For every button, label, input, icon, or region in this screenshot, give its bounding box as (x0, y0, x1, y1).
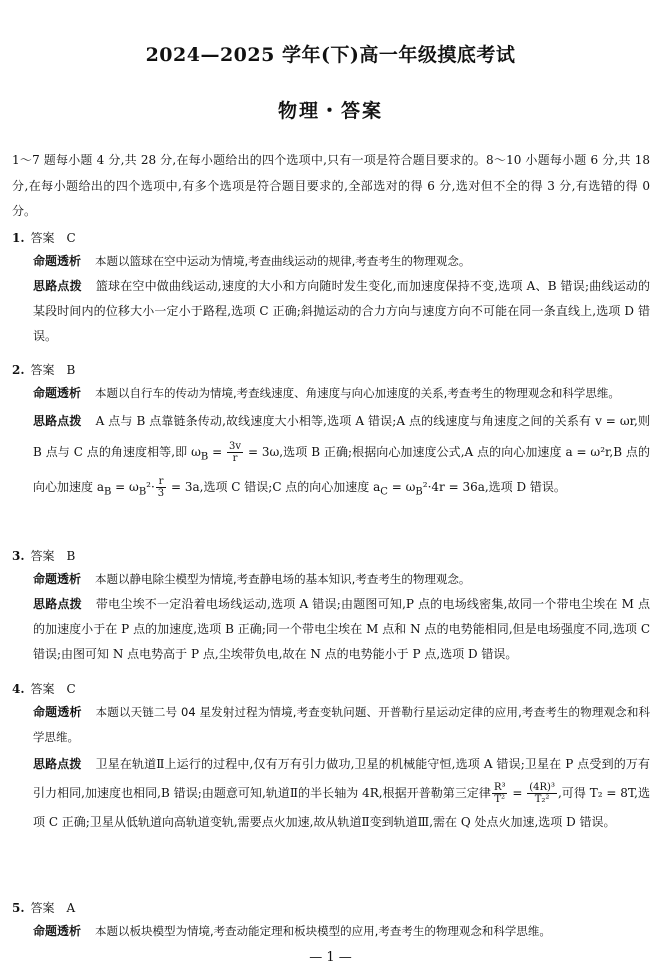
subscript-c: C (380, 486, 388, 498)
answer-label: 答案 (30, 682, 55, 696)
analysis-row (12, 381, 650, 406)
hint-text-2b: ²· (146, 480, 155, 495)
answer-option: B (66, 549, 76, 563)
subscript-b: B (103, 486, 112, 498)
question-number: 5. (12, 901, 25, 915)
analysis-label: 命题透析 (33, 705, 82, 719)
analysis-label: 命题透析 (33, 254, 82, 268)
answer-line (12, 545, 650, 567)
fraction-4r3-over-t2 (527, 782, 557, 805)
answer-label: 答案 (30, 901, 55, 915)
subscript-b: B (200, 451, 209, 463)
answer-option: B (66, 363, 76, 377)
hint-text-1: 卫星在轨道Ⅱ上运行的过程中,仅有万有引力做功,卫星的机械能守恒,选项 A 错误;卫星在 P 点受到的万有引力相同,加速度也相同,B 错误;由题意可知,轨道Ⅱ的半长轴为 4R,根据开普勒第三定律 (33, 757, 650, 800)
subscript-b: B (415, 486, 423, 498)
question-3 (12, 545, 650, 667)
hint-label: 思路点拨 (33, 757, 82, 771)
equals-omega: = ω (387, 480, 416, 495)
fraction-numerator: (4R)³ (529, 782, 555, 793)
fraction-denominator: T₂² (534, 794, 550, 805)
question-4 (12, 678, 650, 837)
answer-label: 答案 (30, 363, 55, 377)
scoring-instructions: 1～7 题每小题 4 分,共 28 分,在每小题给出的四个选项中,只有一项是符合题目要求的。8～10 小题每小题 6 分,共 18 分,在每小题给出的四个选项中,有多个选项是符合题目要求的,全部选对的得 6 分,选对但不全的得 3 分,有选错的得 0 分。 (12, 153, 650, 218)
question-number: 2. (12, 363, 25, 377)
analysis-text: 本题以静电除尘模型为情境,考查静电场的基本知识,考查考生的物理观念。 (95, 572, 471, 586)
question-2 (12, 359, 650, 508)
fraction-denominator: r (232, 453, 238, 464)
answer-line (12, 227, 650, 249)
analysis-label: 命题透析 (33, 386, 82, 400)
hint-label: 思路点拨 (33, 597, 82, 611)
equals: = (508, 786, 527, 800)
fraction-numerator: 3v (229, 441, 242, 452)
equals-omega: = ω (111, 480, 139, 495)
hint-text-2: ,可得 T₂ = 8T,选项 C 正确;卫星从低轨道向高轨道变轨,需要点火加速,故从轨道Ⅱ变到轨道Ⅲ,需在 Q 处点火加速,选项 D 错误。 (33, 786, 651, 829)
fraction-numerator: R³ (493, 782, 506, 793)
analysis-row (12, 567, 650, 592)
fraction-numerator: r (156, 476, 166, 488)
answer-line (12, 678, 650, 700)
analysis-label: 命题透析 (33, 572, 82, 586)
analysis-text: 本题以天链二号 04 星发射过程为情境,考查变轨问题、开普勒行星运动定律的应用,考查考生的物理观念和科学思维。 (33, 705, 650, 744)
analysis-row (12, 919, 650, 944)
question-number: 1. (12, 231, 25, 245)
fraction-3v-over-r (227, 441, 243, 464)
hint-row (12, 274, 650, 349)
hint-text-3: = 3a,选项 C 错误;C 点的向心加速度 a (167, 480, 381, 495)
analysis-text: 本题以自行车的传动为情境,考查线速度、角速度与向心加速度的关系,考查考生的物理观念和科学思维。 (95, 386, 620, 400)
page-title: 2024—2025 学年(下)高一年级摸底考试 (145, 44, 516, 66)
analysis-text: 本题以篮球在空中运动为情境,考查曲线运动的规律,考查考生的物理观念。 (95, 254, 471, 268)
hint-label: 思路点拨 (33, 279, 82, 293)
question-1 (12, 227, 650, 349)
answer-option: C (66, 682, 76, 696)
fraction-denominator: T² (494, 794, 506, 805)
hint-row (12, 592, 650, 667)
answer-label: 答案 (30, 231, 55, 245)
fraction-r3-over-t2 (492, 782, 508, 805)
analysis-label: 命题透析 (33, 924, 82, 938)
fraction-denominator: 3 (157, 488, 165, 500)
answer-option: C (66, 231, 76, 245)
hint-row (12, 406, 650, 508)
hint-label: 思路点拨 (33, 414, 82, 428)
answer-label: 答案 (30, 549, 55, 563)
hint-text: 篮球在空中做曲线运动,速度的大小和方向随时发生变化,而加速度保持不变,选项 A、B 错误;曲线运动的某段时间内的位移大小一定小于路程,选项 C 正确;斜抛运动的合力方向与速度方向不可能在同一条直线上,选项 D 错误。 (33, 279, 650, 343)
answer-option: A (66, 901, 76, 915)
fraction-r-over-3 (156, 476, 166, 499)
answer-line (12, 359, 650, 381)
analysis-text: 本题以板块模型为情境,考查动能定理和板块模型的应用,考查考生的物理观念和科学思维。 (95, 924, 551, 938)
subscript-b: B (138, 486, 147, 498)
question-number: 4. (12, 682, 25, 696)
hint-row (12, 750, 650, 837)
hint-text-1: A 点与 B 点靠链条传动,故线速度大小相等,选项 A 错误;A 点的线速度与角速度之间的关系有 v = ωr,则 B 点与 C 点的角速度相等,即 ω (33, 414, 650, 459)
page-number: — 1 — (309, 950, 352, 965)
hint-text-4: ²·4r = 36a,选项 D 错误。 (422, 480, 566, 495)
hint-text: 带电尘埃不一定沿着电场线运动,选项 A 错误;由题图可知,P 点的电场线密集,故同一个带电尘埃在 M 点的加速度小于在 P 点的加速度,选项 B 正确;同一个带电尘埃在 M 点和 N 点的电势能相同,但是电场强度不同,选项 C 错误;由图可知 N 点电势高于 P 点,尘埃带负电,故在 N 点的电势能小于 P 点,选项 D 错误。 (33, 597, 650, 661)
analysis-row (12, 249, 650, 274)
answer-line (12, 897, 650, 919)
question-5 (12, 897, 650, 944)
question-number: 3. (12, 549, 25, 563)
hint-text-2: = 3ω,选项 B 正确;根据向心加速度公式,A 点的向心加速度 a = ω²r,B 点的向心加速度 a (33, 445, 651, 495)
equals: = (208, 445, 227, 459)
page-subtitle: 物理・答案 (277, 100, 383, 122)
analysis-row (12, 700, 650, 750)
